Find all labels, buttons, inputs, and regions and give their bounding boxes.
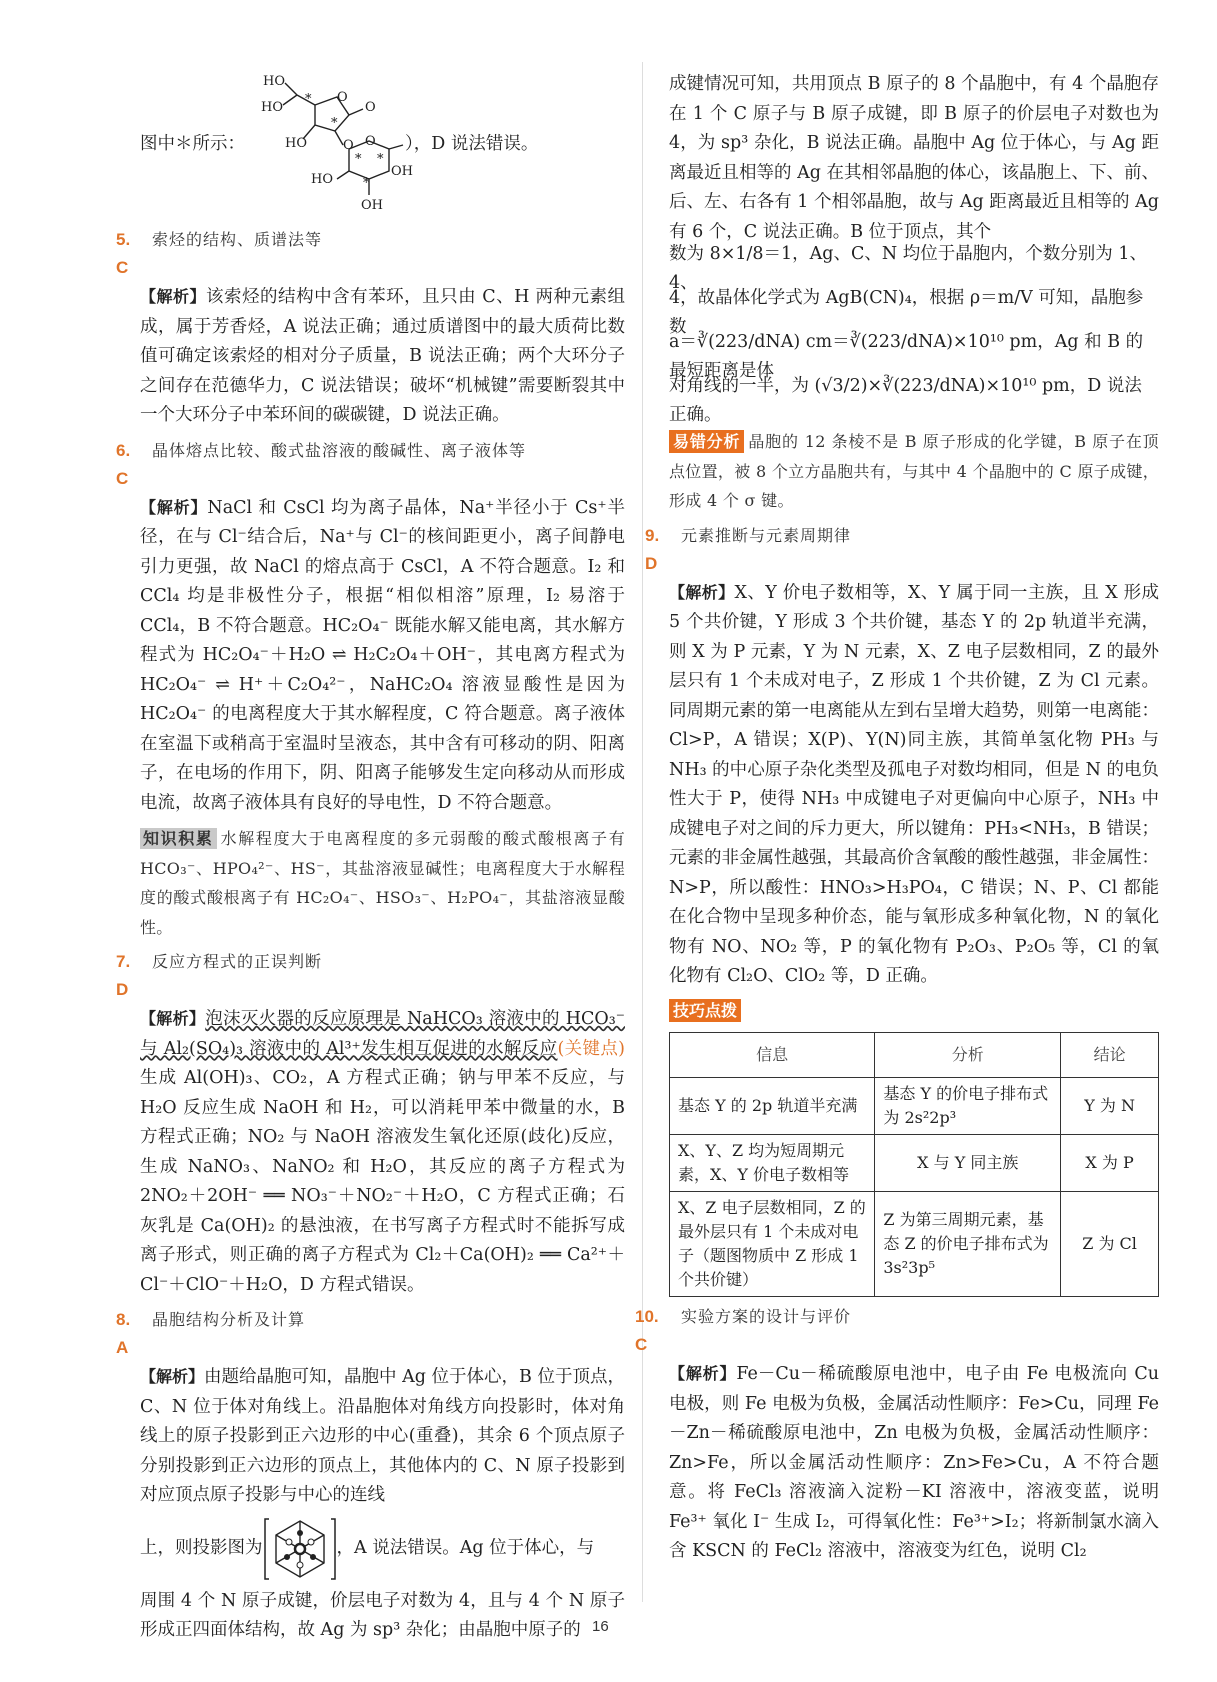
table-header: 结论 [1061,1033,1159,1078]
svg-text:HO: HO [261,100,283,115]
q8-label: 【解析】 [140,1367,205,1386]
question-5 [116,226,625,431]
q7-number: 7. D [116,952,131,999]
projection-line [140,1511,625,1587]
table-cell: Z 为第三周期元素，基态 Z 的价电子排布式为 3s²3p⁵ [875,1192,1061,1297]
q6-label: 【解析】 [140,497,208,517]
q5-number: 5. C [116,230,131,277]
q9-text: X、Y 价电子数相等，X、Y 属于同一主族，且 X 形成 5 个共价键，Y 形成 3 个共价键，基态 Y 的 2p 轨道半充满，则 X 为 P 元素，Y 为 N 元素，X、Z 电子层数相同，Z 的最外层只有 1 个未成对电子，Z 形成 1 个共价键，Z 为 Cl 元素。同周期元素的第一电离能从左到右呈增大趋势，则第一电离能：Cl>P，A 错误；X(P)、Y(N)同主族，其简单氢化物 PH₃ 与 NH₃ 的中心原子杂化类型及孤电子对数均相同，但是 N 的电负性大于 P，使得 NH₃ 中成键电子对更偏向中心原子，NH₃ 中成键电子对之间的斥力更大，所以键角：PH₃<NH₃，B 错误；元素的非金属性越强，其最高价含氧酸的酸性越强，非金属性：N>P，所以酸性：HNO₃>H₃PO₄，C 错误；N、P、Cl 都能在化合物中呈现多种价态，能与氧形成多种氧化物，N 的氧化物有 NO、NO₂ 等，P 的氧化物有 P₂O₃、P₂O₅ 等，Cl 的氧化物有 Cl₂O、ClO₂ 等，D 正确。 [669,582,1159,986]
table-header: 信息 [670,1033,875,1078]
table-cell: X 与 Y 同主族 [875,1135,1061,1192]
error-analysis-text: 晶胞的 12 条棱不是 B 原子形成的化学键，B 原子在顶点位置，被 8 个立方晶胞共有，与其中 4 个晶胞中的 C 原子成键，形成 4 个 σ 键。 [669,432,1159,510]
table-row [670,1192,1159,1297]
q10-text: Fe－Cu－稀硫酸原电池中，电子由 Fe 电极流向 Cu 电极，则 Fe 电极为负极，金属活动性顺序：Fe>Cu，同理 Fe－Zn－稀硫酸原电池中，Zn 电极为负极，金属活动性顺序：Zn>Fe，所以金属活动性顺序：Zn>Fe>Cu，A 不符合题意。将 FeCl₃ 溶液滴入淀粉－KI 溶液中，溶液变蓝，说明 Fe³⁺ 氧化 I⁻ 生成 I₂，可得氧化性：Fe³⁺>I₂；将新制氯水滴入含 KSCN 的 FeCl₂ 溶液中，溶液变为红色，说明 Cl₂ [669,1364,1159,1561]
table-cell: Y 为 N [1061,1078,1159,1135]
vitamin-c-glycoside-structure [245,74,413,215]
question-8 [116,1306,625,1646]
svg-text:O: O [337,90,348,105]
svg-text:O: O [365,134,376,149]
q5-label: 【解析】 [140,287,207,306]
hexagon-projection-diagram [263,1513,337,1585]
table-cell: 基态 Y 的 2p 轨道半充满 [670,1078,875,1135]
right-column [635,70,1159,1567]
q10-number: 10. C [635,1307,659,1354]
question-7 [116,948,626,1300]
q9-label: 【解析】 [669,582,735,602]
q7-text: 生成 Al(OH)₃、CO₂，A 方程式正确；钠与甲苯不反应，与 H₂O 反应生成 NaOH 和 H₂，可以消耗甲苯中微量的水，B 方程式正确；NO₂ 与 NaOH 溶液发生氧化还原(歧化)反应，生成 NaNO₃、NaNO₂ 和 H₂O，其反应的离子方程式为 2NO₂＋2OH⁻ ══ NO₃⁻＋NO₂⁻＋H₂O，C 方程式正确；石灰乳是 Ca(OH)₂ 的悬浊液，在书写离子方程式时不能拆写成离子形式，则正确的离子方程式为 Cl₂＋Ca(OH)₂ ══ Ca²⁺＋Cl⁻＋ClO⁻＋H₂O，D 方程式错误。 [140,1068,625,1295]
svg-text:*: * [363,176,370,191]
table-row [670,1135,1159,1192]
table-row [670,1078,1159,1135]
q7-text-underlined: 泡沫灭火器的反应原理是 NaHCO₃ 溶液中的 HCO₃⁻ 与 Al₂(SO₄)₃ 溶液中的 Al³⁺发生相互促进的水解反应 [140,1009,625,1059]
column-divider [642,62,643,1602]
svg-text:O: O [365,100,376,115]
q7-label: 【解析】 [140,1009,206,1028]
svg-text:OH: OH [391,164,413,179]
table-cell: X、Y、Z 均为短周期元素，X、Y 价电子数相等 [670,1135,875,1192]
q8-tail: 周围 4 个 N 原子成键，价层电子对数为 4，且与 4 个 N 原子形成正四面体结构，故 Ag 为 sp³ 杂化；由晶胞中原子的 [140,1590,625,1640]
q6-topic: 晶体熔点比较、酸式盐溶液的酸碱性、离子液体等 [152,440,527,460]
question-6 [116,437,626,943]
q8-cont-p4: a＝∛(223/dNA) cm＝∛(223/dNA)×10¹⁰ pm，Ag 和 B 的最短距离是体 [669,331,1144,381]
svg-text:HO: HO [311,172,333,187]
left-column [116,70,626,1646]
page-number: 16 [592,1618,609,1635]
svg-text:HO: HO [285,136,307,151]
q9-topic: 元素推断与元素周期律 [681,525,852,545]
q5-text: 该索烃的结构中含有苯环，且只由 C、H 两种元素组成，属于芳香烃，A 说法正确；通过质谱图中的最大质荷比数值可确定该索烃的相对分子质量，B 说法正确；两个大环分子之间存在范德华力，C 说法错误；破坏“机械键”需要断裂其中一个大环分子中苯环间的碳碳键，D 说法正确。 [140,287,625,425]
knowledge-tag: 知识积累 [140,828,217,849]
q8-cont-p1: 成键情况可知，共用顶点 B 原子的 8 个晶胞中，有 4 个晶胞存在 1 个 C 原子与 B 原子成键，即 B 原子的价层电子对数也为 4，为 sp³ 杂化，B 说法正确。晶胞中 Ag 位于体心，与 Ag 距离最近且相等的 Ag 在其相邻晶胞的体心，该晶胞上、下、前、后、左、右各有 1 个相邻晶胞，故与 Ag 距离最近且相等的 Ag 有 6 个，C 说法正确。B 位于顶点，其个 [669,74,1159,242]
q10-topic: 实验方案的设计与评价 [681,1307,852,1326]
q7-topic: 反应方程式的正误判断 [152,952,323,971]
table-header: 分析 [875,1033,1061,1078]
q5-topic: 索烃的结构、质谱法等 [152,230,323,249]
question-10 [635,1303,1159,1567]
q9-number: 9. D [645,525,660,573]
question-9 [645,522,1159,1298]
q4-prefix: 图中＊所示： [140,134,245,155]
q6-number: 6. C [116,440,131,488]
q10-label: 【解析】 [669,1364,737,1383]
svg-text:*: * [305,92,312,107]
q8-cont-p2: 数为 8×1/8＝1，Ag、C、N 均位于晶胞内，个数分别为 1、4、 [669,243,1147,293]
table-cell: 基态 Y 的价电子排布式为 2s²2p³ [875,1078,1061,1135]
table-cell: X、Z 电子层数相同，Z 的最外层只有 1 个未成对电子（题图物质中 Z 形成 1 个共价键） [670,1192,875,1297]
q8-cont-p5: 对角线的一半，为 (√3/2)×∛(223/dNA)×10¹⁰ pm，D 说法正确。 [669,375,1142,425]
tips-tag: 技巧点拨 [669,999,741,1022]
q8-proj-suffix: ，A 说法错误。Ag 位于体心，与 [336,1537,595,1558]
q8-number: 8. A [116,1310,131,1357]
svg-text:*: * [331,116,338,131]
q8-text: 由题给晶胞可知，晶胞中 Ag 位于体心，B 位于顶点，C、N 位于体对角线上。沿晶胞体对角线方向投影时，体对角线上的原子投影到正六边形的中心(重叠)，其余 6 个顶点原子分别投影到正六边形的顶点上，其他体内的 C、N 原子投影到对应顶点原子投影与中心的连线 [140,1367,625,1505]
q8-proj-prefix: 上，则投影图为 [140,1537,263,1558]
svg-text:*: * [377,152,384,167]
q6-text: NaCl 和 CsCl 均为离子晶体，Na⁺半径小于 Cs⁺半径，在与 Cl⁻结合后，Na⁺与 Cl⁻的核间距更小，离子间静电引力更强，故 NaCl 的熔点高于 CsCl，A 不符合题意。I₂ 和 CCl₄ 均是非极性分子，根据“相似相溶”原理，I₂ 易溶于 CCl₄，B 不符合题意。HC₂O₄⁻ 既能水解又能电离，其水解方程式为 HC₂O₄⁻＋H₂O ⇌ H₂C₂O₄＋OH⁻，其电离方程式为 HC₂O₄⁻ ⇌ H⁺＋C₂O₄²⁻，NaHC₂O₄ 溶液显酸性是因为 HC₂O₄⁻ 的电离程度大于其水解程度，C 符合题意。离子液体在室温下或稍高于室温时呈液态，其中含有可移动的阴、阳离子，在电场的作用下，阴、阳离子能够发生定向移动从而形成电流，故离子液体具有良好的导电性，D 不符合题意。 [140,497,625,813]
q7-key-point: (关键点) [557,1038,626,1059]
error-analysis-tag: 易错分析 [669,430,744,453]
svg-text:OH: OH [361,198,383,213]
q4-suffix: ），D 说法错误。 [405,134,539,155]
tips-table [669,1032,1159,1297]
table-cell: Z 为 Cl [1061,1192,1159,1297]
table-header-row [670,1033,1159,1078]
q6-note: 水解程度大于电离程度的多元弱酸的酸式酸根离子有 HCO₃⁻、HPO₄²⁻、HS⁻，其盐溶液显碱性；电离程度大于水解程度的酸式酸根离子有 HC₂O₄⁻、HSO₃⁻、H₂PO₄⁻，其盐溶液显酸性。 [140,829,626,937]
svg-text:HO: HO [263,74,285,89]
q4-structure-line [140,70,625,220]
q8-cont-p3: 4，故晶体化学式为 AgB(CN)₄，根据 ρ＝m/V 可知，晶胞参数 [669,287,1144,337]
table-cell: X 为 P [1061,1135,1159,1192]
q8-topic: 晶胞结构分析及计算 [152,1310,306,1329]
svg-text:O: O [343,138,354,153]
svg-text:*: * [355,152,362,167]
